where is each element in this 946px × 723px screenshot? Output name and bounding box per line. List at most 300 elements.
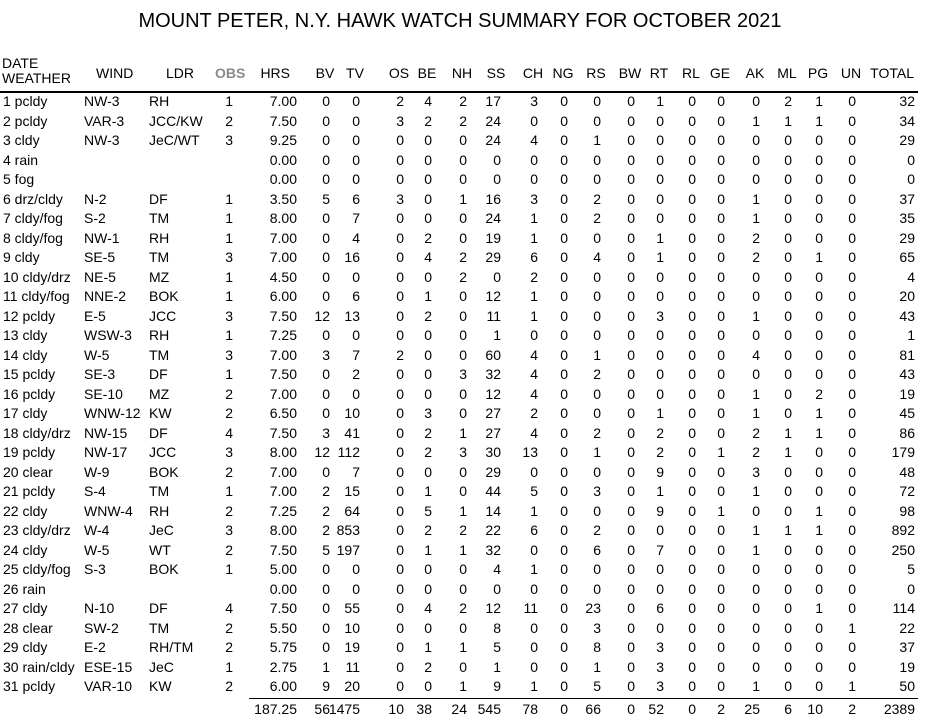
- hours-cell: 6.50: [269, 405, 297, 421]
- count-ss: 17: [485, 93, 501, 109]
- count-bv: 0: [322, 639, 330, 655]
- count-ml: 1: [784, 112, 792, 129]
- observers-cell: 2: [225, 463, 233, 480]
- wind-cell: NW-17: [84, 444, 128, 460]
- count-un: 0: [848, 483, 856, 499]
- count-ch: 0: [530, 151, 538, 168]
- count-un: 0: [848, 405, 856, 421]
- hours-cell: 7.00: [269, 93, 297, 109]
- count-ml: 0: [784, 561, 792, 577]
- count-un: 0: [848, 171, 856, 187]
- hours-cell: 5.00: [269, 561, 297, 577]
- count-be: 0: [424, 678, 432, 694]
- count-bw: 0: [627, 190, 635, 207]
- header-rl: RL: [682, 65, 700, 81]
- observers-cell: 1: [225, 229, 233, 246]
- total-cell: 50: [899, 678, 915, 694]
- count-ch: 0: [530, 327, 538, 343]
- day-weather-cell: 29 cldy: [3, 639, 48, 655]
- count-pg: 0: [815, 463, 823, 480]
- count-ge: 0: [717, 151, 725, 168]
- count-un: 0: [848, 93, 856, 109]
- count-be: 1: [424, 541, 432, 558]
- leader-cell: JeC: [149, 522, 174, 538]
- count-ak: 2: [752, 424, 760, 441]
- totals-row: [0, 700, 946, 720]
- observers-cell: 3: [225, 346, 233, 363]
- count-bv: 0: [322, 268, 330, 285]
- count-os: 0: [396, 600, 404, 616]
- count-un: 0: [848, 444, 856, 460]
- count-ng: 0: [560, 619, 568, 636]
- total-cell: 34: [899, 112, 915, 129]
- count-rs: 8: [593, 639, 601, 655]
- count-ge: 0: [717, 619, 725, 636]
- count-nh: 0: [459, 151, 467, 168]
- count-rs: 0: [593, 268, 601, 285]
- header-date: DATE: [2, 55, 39, 71]
- count-bv: 0: [322, 171, 330, 187]
- count-tv: 41: [344, 424, 360, 441]
- count-ge: 0: [717, 346, 725, 363]
- page-title: MOUNT PETER, N.Y. HAWK WATCH SUMMARY FOR OCTOBER 2021: [138, 10, 782, 32]
- count-be: 0: [424, 346, 432, 363]
- count-ge: 0: [717, 463, 725, 480]
- count-nh: 0: [459, 346, 467, 363]
- count-rt: 0: [656, 112, 664, 129]
- count-os: 0: [396, 424, 404, 441]
- count-ge: 0: [717, 229, 725, 246]
- hours-cell: 2.75: [269, 658, 297, 675]
- count-nh: 2: [459, 112, 467, 129]
- count-pg: 0: [815, 658, 823, 675]
- table-row: [0, 268, 946, 288]
- total-be: 38: [416, 701, 432, 717]
- count-rs: 2: [593, 366, 601, 382]
- observers-cell: 4: [225, 600, 233, 616]
- count-nh: 0: [459, 132, 467, 148]
- count-un: 0: [848, 522, 856, 538]
- table-row: [0, 404, 946, 424]
- count-be: 4: [424, 93, 432, 109]
- count-be: 0: [424, 385, 432, 402]
- leader-cell: RH: [149, 327, 170, 343]
- count-tv: 7: [352, 210, 360, 226]
- count-os: 2: [396, 93, 404, 109]
- count-bv: 12: [314, 444, 330, 460]
- count-rs: 3: [593, 483, 601, 499]
- count-be: 1: [424, 288, 432, 304]
- count-rs: 1: [593, 346, 601, 363]
- count-bv: 5: [322, 190, 330, 207]
- count-tv: 853: [336, 522, 360, 538]
- count-rt: 0: [656, 171, 664, 187]
- count-ng: 0: [560, 249, 568, 265]
- count-bw: 0: [627, 639, 635, 655]
- count-ch: 3: [530, 190, 538, 207]
- count-rs: 2: [593, 522, 601, 538]
- header-ng: NG: [552, 65, 574, 81]
- count-rs: 1: [593, 444, 601, 460]
- leader-cell: TM: [149, 483, 170, 499]
- count-rl: 0: [688, 561, 696, 577]
- leader-cell: JCC: [149, 444, 177, 460]
- count-ss: 11: [486, 307, 501, 324]
- day-weather-cell: 8 cldy/fog: [3, 229, 63, 246]
- count-bv: 0: [322, 580, 330, 597]
- count-tv: 0: [352, 580, 360, 597]
- count-bw: 0: [627, 288, 635, 304]
- total-cell: 5: [907, 561, 915, 577]
- count-ml: 0: [784, 619, 792, 636]
- count-tv: 197: [336, 541, 360, 558]
- wind-cell: NW-3: [84, 93, 120, 109]
- count-rl: 0: [688, 327, 696, 343]
- count-pg: 0: [815, 171, 823, 187]
- count-pg: 1: [815, 93, 823, 109]
- count-pg: 0: [815, 483, 823, 499]
- day-weather-cell: 19 pcldy: [3, 444, 56, 460]
- count-ge: 0: [717, 307, 725, 324]
- count-ch: 4: [530, 346, 538, 363]
- count-ch: 3: [530, 93, 538, 109]
- count-rl: 0: [688, 268, 696, 285]
- header-wind: WIND: [96, 65, 134, 81]
- count-rt: 0: [656, 327, 664, 343]
- count-ng: 0: [560, 327, 568, 343]
- count-ss: 27: [485, 424, 501, 441]
- count-rs: 23: [585, 600, 601, 616]
- count-bv: 0: [322, 385, 330, 402]
- table-row: [0, 541, 946, 561]
- count-ss: 14: [485, 502, 501, 519]
- leader-cell: TM: [149, 619, 170, 636]
- hours-cell: 8.00: [269, 522, 297, 538]
- count-ge: 1: [717, 502, 725, 519]
- count-os: 0: [396, 619, 404, 636]
- count-ml: 1: [784, 444, 792, 460]
- leader-cell: BOK: [149, 463, 179, 480]
- leader-cell: DF: [149, 424, 168, 441]
- count-ge: 0: [717, 658, 725, 675]
- wind-cell: NE-5: [84, 268, 116, 285]
- table-row: [0, 677, 946, 697]
- count-rt: 3: [656, 639, 664, 655]
- table-row: [0, 229, 946, 249]
- table-row: [0, 560, 946, 580]
- count-rs: 4: [593, 249, 601, 265]
- leader-cell: DF: [149, 600, 168, 616]
- wind-cell: SW-2: [84, 619, 119, 636]
- observers-cell: 1: [225, 483, 233, 499]
- count-os: 0: [396, 639, 404, 655]
- count-bw: 0: [627, 619, 635, 636]
- count-os: 0: [396, 678, 404, 694]
- count-ak: 0: [752, 327, 760, 343]
- leader-cell: JCC: [149, 307, 177, 324]
- count-rl: 0: [688, 307, 696, 324]
- count-nh: 1: [459, 639, 467, 655]
- count-rs: 2: [593, 424, 601, 441]
- count-rt: 3: [656, 658, 664, 675]
- count-ss: 9: [493, 678, 501, 694]
- day-weather-cell: 13 cldy: [3, 327, 48, 343]
- count-un: 0: [848, 288, 856, 304]
- day-weather-cell: 17 cldy: [3, 405, 48, 421]
- count-ge: 0: [717, 249, 725, 265]
- count-ng: 0: [560, 561, 568, 577]
- day-weather-cell: 30 rain/cldy: [3, 658, 75, 675]
- count-rl: 0: [688, 678, 696, 694]
- header-weather: WEATHER: [2, 70, 71, 86]
- header-ge: GE: [709, 65, 731, 81]
- leader-cell: TM: [149, 346, 170, 363]
- count-ng: 0: [560, 307, 568, 324]
- count-rt: 1: [656, 229, 664, 246]
- count-bw: 0: [627, 132, 635, 148]
- count-os: 0: [396, 366, 404, 382]
- count-pg: 0: [815, 366, 823, 382]
- observers-cell: 2: [225, 385, 233, 402]
- count-tv: 7: [352, 346, 360, 363]
- count-rt: 0: [656, 151, 664, 168]
- total-nh: 24: [451, 701, 467, 717]
- count-un: 0: [848, 112, 856, 129]
- wind-cell: NW-1: [84, 229, 120, 246]
- count-ak: 0: [752, 132, 760, 148]
- table-row: [0, 580, 946, 600]
- wind-cell: S-4: [84, 483, 106, 499]
- count-ng: 0: [560, 522, 568, 538]
- count-nh: 1: [459, 541, 467, 558]
- count-ss: 8: [493, 619, 501, 636]
- count-ak: 1: [752, 483, 760, 499]
- observers-cell: 3: [225, 522, 233, 538]
- count-ak: 1: [752, 112, 760, 129]
- count-bw: 0: [627, 346, 635, 363]
- count-ch: 4: [530, 366, 538, 382]
- count-ch: 0: [530, 171, 538, 187]
- hours-cell: 7.00: [269, 229, 297, 246]
- count-bw: 0: [627, 561, 635, 577]
- observers-cell: 3: [225, 444, 233, 460]
- count-tv: 0: [352, 112, 360, 129]
- total-cell: 4: [907, 268, 915, 285]
- wind-cell: VAR-10: [84, 678, 132, 694]
- count-un: 0: [848, 346, 856, 363]
- table-row: [0, 521, 946, 541]
- count-ge: 0: [717, 639, 725, 655]
- count-ng: 0: [560, 268, 568, 285]
- hours-cell: 7.00: [269, 249, 297, 265]
- count-nh: 3: [459, 366, 467, 382]
- count-un: 1: [848, 678, 856, 694]
- count-ng: 0: [560, 463, 568, 480]
- header-os: OS: [388, 65, 410, 81]
- count-bw: 0: [627, 210, 635, 226]
- count-rs: 2: [593, 190, 601, 207]
- day-weather-cell: 7 cldy/fog: [3, 210, 63, 226]
- count-ng: 0: [560, 112, 568, 129]
- observers-cell: 2: [225, 502, 233, 519]
- observers-cell: 3: [225, 307, 233, 324]
- count-un: 0: [848, 502, 856, 519]
- count-rt: 9: [656, 463, 664, 480]
- leader-cell: RH/TM: [149, 639, 194, 655]
- count-ng: 0: [560, 541, 568, 558]
- wind-cell: VAR-3: [84, 112, 125, 129]
- count-ss: 44: [485, 483, 501, 499]
- count-ng: 0: [560, 346, 568, 363]
- table-row: [0, 326, 946, 346]
- count-rt: 0: [656, 132, 664, 148]
- count-bv: 0: [322, 619, 330, 636]
- count-rl: 0: [688, 229, 696, 246]
- count-ss: 32: [485, 541, 501, 558]
- total-pg: 10: [807, 701, 823, 717]
- count-os: 0: [396, 249, 404, 265]
- wind-cell: NW-3: [84, 132, 120, 148]
- count-ge: 0: [717, 210, 725, 226]
- count-ak: 2: [752, 444, 760, 460]
- wind-cell: W-5: [84, 541, 110, 558]
- count-un: 0: [848, 249, 856, 265]
- count-un: 0: [848, 268, 856, 285]
- observers-cell: 3: [225, 132, 233, 148]
- wind-cell: SE-3: [84, 366, 116, 382]
- count-ge: 0: [717, 405, 725, 421]
- count-nh: 0: [459, 327, 467, 343]
- total-bw: 0: [627, 701, 635, 717]
- count-ss: 24: [485, 210, 501, 226]
- count-rt: 0: [656, 619, 664, 636]
- total-ge: 2: [717, 701, 725, 717]
- count-ng: 0: [560, 229, 568, 246]
- count-ge: 0: [717, 483, 725, 499]
- table-header: [0, 56, 946, 90]
- wind-cell: W-5: [84, 346, 110, 363]
- count-ml: 2: [784, 93, 792, 109]
- table-row: [0, 92, 946, 112]
- count-rl: 0: [688, 405, 696, 421]
- hours-cell: 7.50: [269, 424, 297, 441]
- count-bw: 0: [627, 366, 635, 382]
- count-bw: 0: [627, 580, 635, 597]
- hours-cell: 7.00: [269, 385, 297, 402]
- count-ch: 2: [530, 405, 538, 421]
- table-row: [0, 209, 946, 229]
- count-be: 0: [424, 580, 432, 597]
- total-cell: 29: [899, 229, 915, 246]
- table-row: [0, 170, 946, 190]
- leader-cell: JeC: [149, 658, 174, 675]
- count-rl: 0: [688, 424, 696, 441]
- total-cell: 81: [899, 346, 915, 363]
- count-rt: 2: [656, 444, 664, 460]
- count-ss: 4: [493, 561, 501, 577]
- day-weather-cell: 4 rain: [3, 151, 39, 168]
- wind-cell: WSW-3: [84, 327, 132, 343]
- count-ak: 0: [752, 366, 760, 382]
- count-rl: 0: [688, 502, 696, 519]
- header-rs: RS: [586, 65, 606, 81]
- total-cell: 0: [907, 151, 915, 168]
- count-os: 0: [396, 151, 404, 168]
- observers-cell: 1: [225, 190, 233, 207]
- count-pg: 1: [815, 502, 823, 519]
- count-os: 0: [396, 580, 404, 597]
- count-rl: 0: [688, 541, 696, 558]
- observers-cell: 1: [225, 561, 233, 577]
- count-tv: 0: [352, 561, 360, 577]
- total-cell: 892: [891, 522, 915, 538]
- observers-cell: 2: [225, 619, 233, 636]
- count-ml: 1: [784, 522, 792, 538]
- count-ss: 0: [493, 268, 501, 285]
- count-nh: 2: [459, 522, 467, 538]
- count-ng: 0: [560, 502, 568, 519]
- day-weather-cell: 11 cldy/fog: [3, 288, 70, 304]
- leader-cell: TM: [149, 210, 170, 226]
- count-os: 0: [396, 541, 404, 558]
- header-bw: BW: [618, 65, 642, 81]
- total-cell: 37: [899, 639, 915, 655]
- count-ch: 1: [530, 288, 538, 304]
- count-ng: 0: [560, 366, 568, 382]
- count-ge: 0: [717, 112, 725, 129]
- observers-cell: 4: [225, 424, 233, 441]
- count-be: 1: [424, 483, 432, 499]
- count-os: 0: [396, 288, 404, 304]
- count-rs: 0: [593, 327, 601, 343]
- count-un: 1: [848, 619, 856, 636]
- count-be: 0: [424, 210, 432, 226]
- hours-cell: 8.00: [269, 210, 297, 226]
- count-tv: 0: [352, 268, 360, 285]
- count-ml: 0: [784, 307, 792, 324]
- day-weather-cell: 21 pcldy: [3, 483, 56, 499]
- count-ge: 0: [717, 366, 725, 382]
- count-bv: 0: [322, 463, 330, 480]
- day-weather-cell: 6 drz/cldy: [3, 190, 63, 207]
- count-tv: 13: [344, 307, 360, 324]
- total-ch: 78: [522, 701, 538, 717]
- count-rl: 0: [688, 385, 696, 402]
- count-pg: 0: [815, 307, 823, 324]
- count-os: 0: [396, 268, 404, 285]
- count-bv: 0: [322, 405, 330, 421]
- count-ch: 6: [530, 522, 538, 538]
- wind-cell: W-4: [84, 522, 110, 538]
- count-pg: 1: [815, 522, 823, 538]
- count-rt: 1: [656, 405, 664, 421]
- count-nh: 3: [459, 444, 467, 460]
- count-nh: 0: [459, 385, 467, 402]
- table-row: [0, 502, 946, 522]
- count-ss: 27: [485, 405, 501, 421]
- count-bw: 0: [627, 444, 635, 460]
- count-ch: 1: [530, 561, 538, 577]
- count-bv: 2: [322, 522, 330, 538]
- count-un: 0: [848, 463, 856, 480]
- count-rt: 3: [656, 307, 664, 324]
- count-ml: 0: [784, 580, 792, 597]
- count-ss: 5: [493, 639, 501, 655]
- day-weather-cell: 16 pcldy: [3, 385, 56, 402]
- count-pg: 0: [815, 288, 823, 304]
- count-bw: 0: [627, 463, 635, 480]
- count-ng: 0: [560, 132, 568, 148]
